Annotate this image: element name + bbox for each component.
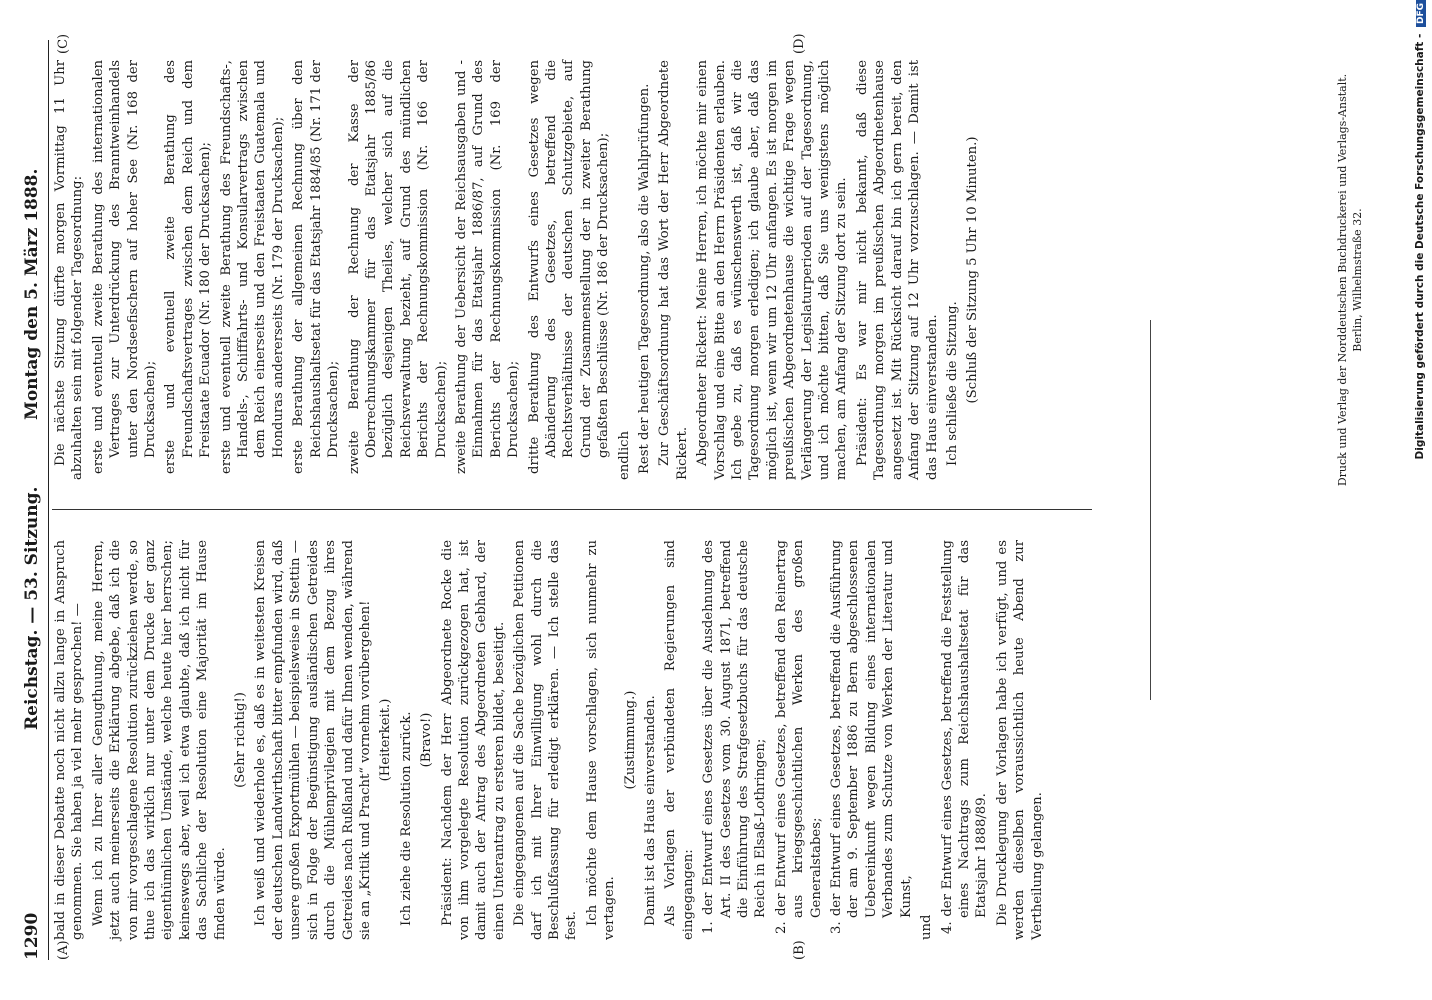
- agenda-item: erste und eventuell zweite Berathung des Freundschafts-, Handels-, Schifffahrts- und Konsularvertrags zwischen dem Reich einerseits und den Freistaaten Guatemala und Honduras andererseits (Nr. 179 der Drucksachen);: [218, 60, 286, 474]
- digitization-note: Digitalisierung gefördert durch die Deutsche Forschungsgemeinschaft -: [1414, 33, 1426, 460]
- conjunction: endlich: [616, 430, 632, 480]
- agenda-item: dritte Berathung des Entwurfs eines Gesetzes wegen Abänderung des Gesetzes, betreffend die Rechtsverhältnisse der deutschen Schutzgebiete, auf Grund der Zusammenstellung der in zweiter Berathung gefaßten Beschlüsse (Nr. 186 der Drucksachen);: [526, 60, 612, 474]
- agenda-item: erste und eventuell zweite Berathung des Freundschaftsvertrages zwischen dem Reich und dem Freistaate Ecuador (Nr. 180 der Drucksachen);: [163, 60, 214, 474]
- imprint: [1335, 40, 1365, 520]
- dfg-logo: DFG: [1416, 0, 1426, 27]
- list-item: 4. der Entwurf eines Gesetzes, betreffend die Feststellung eines Nachtrags zum Reichshaushaltsetat für das Etatsjahr 1888/89.: [939, 540, 990, 934]
- paragraph: Ich ziehe die Resolution zurück.: [398, 711, 414, 926]
- agenda-item: erste Berathung der allgemeinen Rechnung über den Reichshaushaltsetat für das Etatsjahr 1884/85 (Nr. 171 der Drucksachen);: [291, 60, 342, 474]
- closing-note: (Schluß der Sitzung 5 Uhr 10 Minuten.): [965, 136, 981, 404]
- agenda-item: zweite Berathung der Rechnung der Kasse der Oberrechnungskammer für das Etatsjahr 1885/86 bezüglich desjenigen Theiles, welcher sich auf die Reichsverwaltung bezieht, auf Grund des mündlichen Berichts der Rechnungskommission (Nr. 166 der Drucksachen);: [346, 60, 449, 474]
- digitization-footer: [1414, 0, 1432, 1000]
- paragraph: Als Vorlagen der verbündeten Regierungen sind eingegangen:: [663, 540, 696, 940]
- margin-marker-d: (D): [792, 33, 807, 54]
- page-header: [18, 40, 49, 960]
- paragraph: Die eingegangenen auf die Sache bezüglichen Petitionen darf ich mit Ihrer Einwilligung wohl durch die Beschlußfassung für erledigt erklären. — Ich stelle das fest.: [512, 540, 580, 940]
- imprint-line: Druck und Verlag der Norddeutschen Buchdruckerei und Verlags-Anstalt.: [1336, 73, 1349, 487]
- interjection: (Heiterkeit.): [378, 698, 394, 782]
- paragraph: Zur Geschäftsordnung hat das Wort der Herr Abgeordnete Rickert.: [657, 60, 690, 480]
- paragraph: Ich möchte dem Hause vorschlagen, sich nunmehr zu vertagen.: [584, 540, 618, 940]
- page-number: 1290: [22, 912, 42, 960]
- list-item: 2. der Entwurf eines Gesetzes, betreffend den Reinertrag aus kriegsgeschichtlichen Werken des großen Generalstabes;: [773, 540, 824, 934]
- right-text-column: [52, 60, 1102, 480]
- agenda-item: zweite Berathung der Uebersicht der Reichsausgaben und -Einnahmen für das Etatsjahr 1886/87, auf Grund des Berichts der Rechnungskommission (Nr. 169 der Drucksachen);: [453, 60, 522, 474]
- paragraph: Damit ist das Haus einverstanden.: [643, 695, 658, 926]
- paragraph: bald in dieser Debatte noch nicht allzu lange in Anspruch genommen. Sie haben ja viel mehr gesprochen! —: [53, 540, 86, 940]
- margin-marker-a: (A): [56, 940, 71, 960]
- paragraph: Abgeordneter Rickert: Meine Herren, ich möchte mir einen Vorschlag und eine Bitte an den Herrn Präsidenten erlauben. Ich gebe zu, daß es wünschenswerth ist, daß wir die Tagesordnung morgen erledigen; ich glaube aber, daß das möglich ist, wenn wir um 12 Uhr anfangen. Es ist morgen im preußischen Abgeordnetenhause die wichtige Frage wegen Verlängerung der Legislaturperioden auf der Tagesordnung, und ich möchte bitten, daß Sie uns wenigstens möglich machen, am Anfang der Sitzung dort zu sein.: [695, 60, 850, 480]
- margin-marker-b: (B): [792, 940, 807, 960]
- imprint-divider: [1150, 320, 1151, 700]
- interjection: (Sehr richtig!): [233, 692, 249, 788]
- agenda-item: erste und eventuell zweite Berathung des internationalen Vertrages zur Unterdrückung des Branntweinhandels unter den Nordseefischern auf hoher See (Nr. 168 der Drucksachen);: [90, 60, 159, 474]
- paragraph: Wenn ich zu Ihrer aller Genugthuung, meine Herren, jetzt auch meinerseits die Erklärung abgebe, daß ich die von mir vorgeschlagene Resolution zurückziehen werde, so thue ich das wirklich nur unter dem Drucke der ganz eigenthümlichen Umstände, welche heute hier herrschen; keineswegs aber, weil ich etwa glaubte, daß ich nicht für das Sachliche der Resolution eine Majorität im Hause finden würde.: [90, 540, 228, 940]
- paragraph: Präsident: Nachdem der Herr Abgeordnete Rocke die von ihm vorgelegte Resolution zurückgezogen hat, ist damit auch der Antrag des Abgeordneten Gebhard, der einen Unterantrag zu ersteren bildet, beseitigt.: [439, 540, 507, 940]
- paragraph: Ich weiß und wiederhole es, daß es in weitesten Kreisen der deutschen Landwirthschaft bitter empfunden wird, daß unsere großen Exportmühlen — beispielsweise in Stettin — sich in Folge der Begünstigung ausländischen Getreides durch die Mühlenprivilegien mit dem Bezug ihres Getreides nach Rußland und dafür Ihnen wenden, während sie an „Kritik und Pracht“ vornehm vorübergehen!: [253, 540, 373, 940]
- paragraph: Ich schließe die Sitzung.: [944, 301, 960, 466]
- conjunction: und: [919, 914, 935, 940]
- column-divider: [52, 509, 1092, 510]
- list-item: 1. der Entwurf eines Gesetzes über die Ausdehnung des Art. II des Gesetzes vom 30. August 1871, betreffend die Einführung des Strafgesetzbuchs für das deutsche Reich in Elsaß-Lothringen;: [701, 540, 769, 934]
- left-text-column: [52, 540, 1102, 940]
- interjection: (Bravo!): [419, 712, 435, 768]
- margin-marker-c: (C): [56, 33, 71, 54]
- list-item: 3. der Entwurf eines Gesetzes, betreffend die Ausführung der am 9. September 1886 zu Bern abgeschlossenen Uebereinkunft wegen Bildung eines internationalen Verbandes zum Schutze von Werken der Literatur und Kunst,: [829, 540, 914, 934]
- running-title: Reichstag. — 53. Sitzung.: [22, 486, 42, 730]
- paragraph: Präsident: Es war mir nicht bekannt, daß diese Tagesordnung morgen im preußischen Abgeordnetenhause angesetzt ist. Mit Rücksicht darauf bin ich gern bereit, den Anfang der Sitzung auf 12 Uhr vorzuschlagen. — Damit ist das Haus einverstanden.: [854, 60, 940, 480]
- imprint-line: Berlin, Wilhelmstraße 32.: [1351, 208, 1364, 352]
- interjection: (Zustimmung.): [622, 690, 638, 790]
- agenda-item: Rest der heutigen Tagesordnung, also die Wahlprüfungen.: [637, 83, 652, 474]
- paragraph: Die Drucklegung der Vorlagen habe ich verfügt, und es werden dieselben voraussichtlich heute Abend zur Vertheilung gelangen.: [994, 540, 1045, 940]
- paragraph: Die nächste Sitzung dürfte morgen Vormittag 11 Uhr abzuhalten sein mit folgender Tagesordnung:: [53, 60, 86, 480]
- session-date: Montag den 5. März 1888.: [22, 168, 42, 420]
